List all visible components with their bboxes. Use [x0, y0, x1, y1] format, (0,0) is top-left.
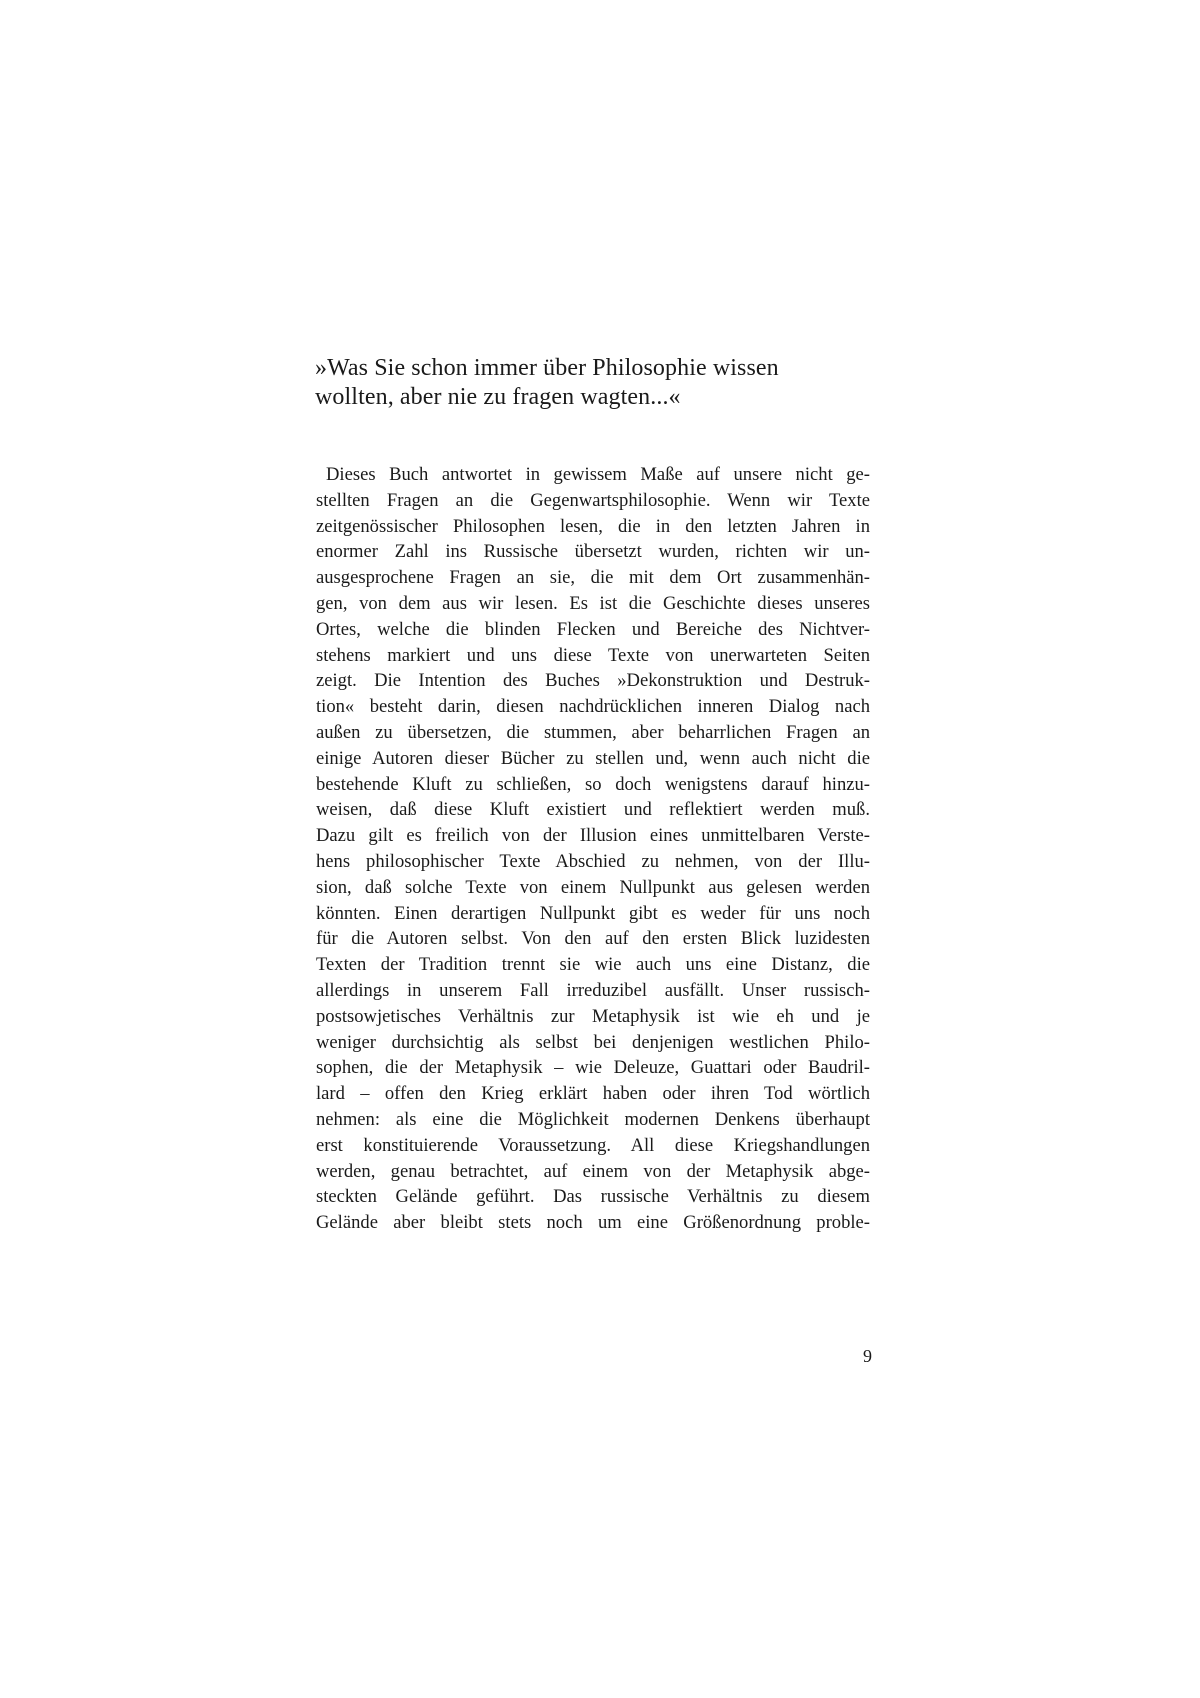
text-line: werden, genau betrachtet, auf einem von der Metaphysik abge-: [316, 1160, 870, 1182]
text-line: steckten Gelände geführt. Das russische Verhältnis zu diesem: [316, 1186, 870, 1208]
text-line: sion, daß solche Texte von einem Nullpunkt aus gelesen werden: [316, 876, 870, 898]
text-line: hens philosophischer Texte Abschied zu nehmen, von der Illu-: [316, 850, 870, 872]
text-line: zeigt. Die Intention des Buches »Dekonstruktion und Destruk-: [316, 670, 870, 692]
text-line: zeitgenössischer Philosophen lesen, die in den letzten Jahren in: [316, 515, 870, 537]
text-line: gen, von dem aus wir lesen. Es ist die Geschichte dieses unseres: [316, 592, 870, 614]
chapter-title-line: wollten, aber nie zu fragen wagten...«: [315, 384, 681, 410]
text-line: bestehende Kluft zu schließen, so doch wenigstens darauf hinzu-: [316, 773, 870, 795]
chapter-title-line: »Was Sie schon immer über Philosophie wissen: [315, 355, 779, 381]
text-line: postsowjetisches Verhältnis zur Metaphysik ist wie eh und je: [316, 1005, 870, 1027]
text-line: könnten. Einen derartigen Nullpunkt gibt es weder für uns noch: [316, 902, 870, 924]
text-line: lard – offen den Krieg erklärt haben oder ihren Tod wörtlich: [316, 1083, 870, 1105]
text-line: allerdings in unserem Fall irreduzibel ausfällt. Unser russisch-: [316, 979, 870, 1001]
text-line: Dieses Buch antwortet in gewissem Maße auf unsere nicht ge-: [326, 464, 870, 485]
text-line: stellten Fragen an die Gegenwartsphilosophie. Wenn wir Texte: [316, 489, 870, 511]
body-paragraph: [316, 462, 870, 1236]
text-line: Texten der Tradition trennt sie wie auch uns eine Distanz, die: [316, 954, 870, 976]
chapter-title: [315, 354, 875, 412]
text-line: Ortes, welche die blinden Flecken und Bereiche des Nichtver-: [316, 618, 870, 640]
text-line: einige Autoren dieser Bücher zu stellen und, wenn auch nicht die: [316, 747, 870, 769]
text-line: Gelände aber bleibt stets noch um eine Größenordnung proble-: [316, 1212, 870, 1234]
page-number: 9: [863, 1346, 872, 1366]
text-line: für die Autoren selbst. Von den auf den ersten Blick luzidesten: [316, 928, 870, 950]
text-line: weisen, daß diese Kluft existiert und reflektiert werden muß.: [316, 799, 870, 821]
text-line: sophen, die der Metaphysik – wie Deleuze, Guattari oder Baudril-: [316, 1057, 870, 1079]
text-line: erst konstituierende Voraussetzung. All diese Kriegshandlungen: [316, 1134, 870, 1156]
text-line: ausgesprochene Fragen an sie, die mit dem Ort zusammenhän-: [316, 567, 870, 589]
text-line: nehmen: als eine die Möglichkeit modernen Denkens überhaupt: [316, 1108, 870, 1130]
text-line: enormer Zahl ins Russische übersetzt wurden, richten wir un-: [316, 541, 870, 563]
text-line: außen zu übersetzen, die stummen, aber beharrlichen Fragen an: [316, 721, 870, 743]
text-line: stehens markiert und uns diese Texte von unerwarteten Seiten: [316, 644, 870, 666]
text-line: tion« besteht darin, diesen nachdrücklichen inneren Dialog nach: [316, 696, 870, 718]
text-line: Dazu gilt es freilich von der Illusion eines unmittelbaren Verste-: [316, 825, 870, 847]
text-line: weniger durchsichtig als selbst bei denjenigen westlichen Philo-: [316, 1031, 870, 1053]
